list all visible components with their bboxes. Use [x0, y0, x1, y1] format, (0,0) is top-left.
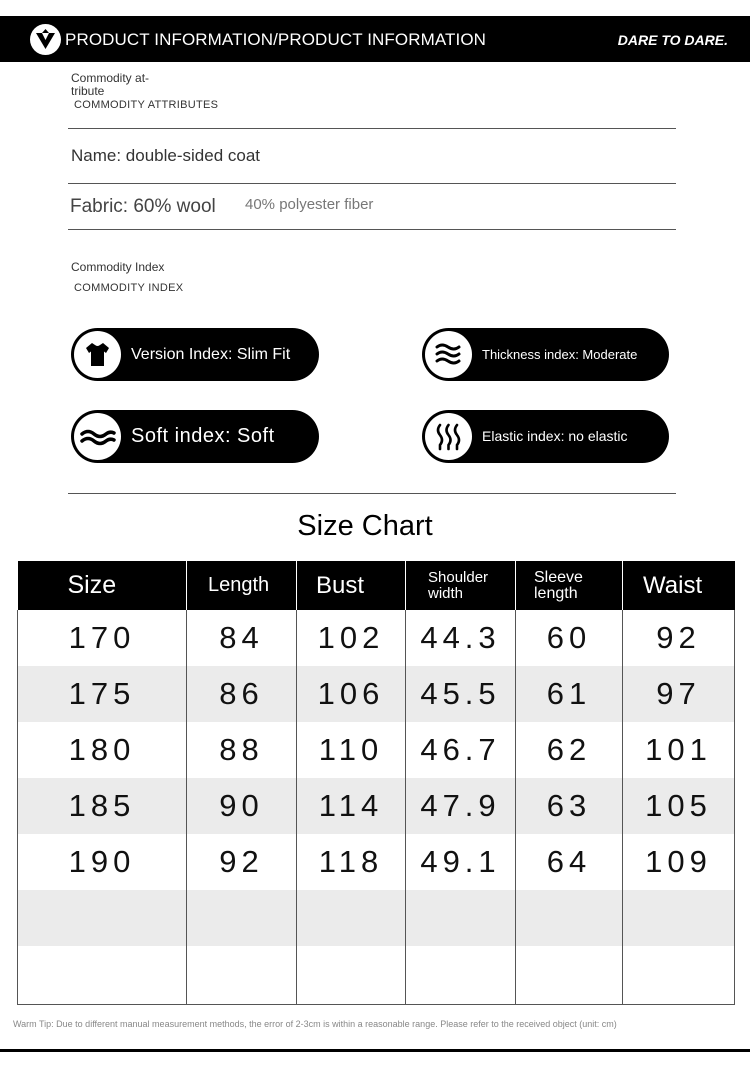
- springs-icon: [425, 413, 472, 460]
- attributes-heading-caps: COMMODITY ATTRIBUTES: [74, 99, 219, 111]
- index-pill-thickness: [422, 328, 669, 381]
- index-pill-version: [71, 328, 319, 381]
- attributes-heading-line1: Commodity at-: [71, 71, 150, 85]
- index-heading-caps: COMMODITY INDEX: [74, 282, 184, 294]
- index-heading: Commodity Index: [71, 260, 165, 274]
- column-header-shoulder-width: Shoulder width: [406, 561, 516, 610]
- table-cell-empty: [406, 890, 516, 946]
- table-cell: 109: [623, 834, 735, 890]
- table-cell-empty: [516, 946, 623, 1004]
- table-cell: 105: [623, 778, 735, 834]
- table-cell: 62: [516, 722, 623, 778]
- table-cell-empty: [623, 890, 735, 946]
- size-chart-header-row: [18, 561, 735, 610]
- index-pill-elastic: [422, 410, 669, 463]
- table-cell-empty: [297, 890, 406, 946]
- bottom-divider: [0, 1049, 750, 1052]
- column-header-sleeve-length: Sleeve length: [516, 561, 623, 610]
- product-fabric-extra: 40% polyester fiber: [245, 196, 374, 213]
- table-cell: 102: [297, 610, 406, 666]
- table-row: [18, 722, 735, 778]
- table-cell: 90: [187, 778, 297, 834]
- table-cell-empty: [18, 946, 187, 1004]
- table-cell: 84: [187, 610, 297, 666]
- table-row: [18, 778, 735, 834]
- table-cell-empty: [406, 946, 516, 1004]
- column-header-bust: Bust: [297, 561, 406, 610]
- table-cell: 185: [18, 778, 187, 834]
- divider: [68, 128, 676, 129]
- warm-tip: Warm Tip: Due to different manual measurement methods, the error of 2-3cm is within a reasonable range. Please refer to the received object (unit: cm): [13, 1019, 617, 1029]
- table-cell: 92: [187, 834, 297, 890]
- table-cell: 92: [623, 610, 735, 666]
- table-cell-empty: [187, 890, 297, 946]
- table-cell: 86: [187, 666, 297, 722]
- divider: [68, 229, 676, 230]
- index-label-thickness: Thickness index: Moderate: [482, 347, 638, 362]
- table-cell: 114: [297, 778, 406, 834]
- table-cell: 63: [516, 778, 623, 834]
- table-cell: 110: [297, 722, 406, 778]
- table-cell: 97: [623, 666, 735, 722]
- brand-logo-icon: [30, 24, 61, 55]
- attributes-heading: [71, 72, 149, 98]
- table-cell: 46.7: [406, 722, 516, 778]
- table-cell: 88: [187, 722, 297, 778]
- table-cell: 60: [516, 610, 623, 666]
- header-bar: [0, 16, 750, 62]
- table-cell: 45.5: [406, 666, 516, 722]
- table-row: [18, 610, 735, 666]
- product-name: Name: double-sided coat: [71, 146, 261, 165]
- table-cell: 190: [18, 834, 187, 890]
- table-row-empty: [18, 946, 735, 1004]
- divider: [68, 493, 676, 494]
- size-chart-title: Size Chart: [297, 510, 433, 542]
- index-label-soft: Soft index: Soft: [131, 425, 275, 447]
- table-cell: 61: [516, 666, 623, 722]
- slogan: DARE TO DARE.: [617, 32, 728, 48]
- table-cell-empty: [18, 890, 187, 946]
- tshirt-icon: [74, 331, 121, 378]
- column-header-length: Length: [187, 561, 297, 610]
- column-header-size: Size: [18, 561, 187, 610]
- index-pill-soft: [71, 410, 319, 463]
- table-cell: 101: [623, 722, 735, 778]
- table-row: [18, 834, 735, 890]
- table-cell: 180: [18, 722, 187, 778]
- table-cell: 170: [18, 610, 187, 666]
- table-cell: 64: [516, 834, 623, 890]
- header-title: PRODUCT INFORMATION/PRODUCT INFORMATION: [65, 30, 487, 49]
- attributes-heading-line2: tribute: [71, 84, 105, 98]
- layers-icon: [425, 331, 472, 378]
- table-cell: 44.3: [406, 610, 516, 666]
- table-cell-empty: [187, 946, 297, 1004]
- feather-icon: [74, 413, 121, 460]
- table-cell: 106: [297, 666, 406, 722]
- product-fabric: Fabric: 60% wool: [70, 196, 216, 217]
- table-cell: 47.9: [406, 778, 516, 834]
- table-cell: 175: [18, 666, 187, 722]
- table-cell-empty: [516, 890, 623, 946]
- table-row-empty: [18, 890, 735, 946]
- table-cell-empty: [623, 946, 735, 1004]
- column-header-waist: Waist: [623, 561, 735, 610]
- index-label-version: Version Index: Slim Fit: [131, 346, 291, 363]
- table-cell: 49.1: [406, 834, 516, 890]
- index-label-elastic: Elastic index: no elastic: [482, 428, 628, 444]
- table-cell: 118: [297, 834, 406, 890]
- table-cell-empty: [297, 946, 406, 1004]
- size-chart-table: [17, 561, 735, 1005]
- divider: [68, 183, 676, 184]
- table-row: [18, 666, 735, 722]
